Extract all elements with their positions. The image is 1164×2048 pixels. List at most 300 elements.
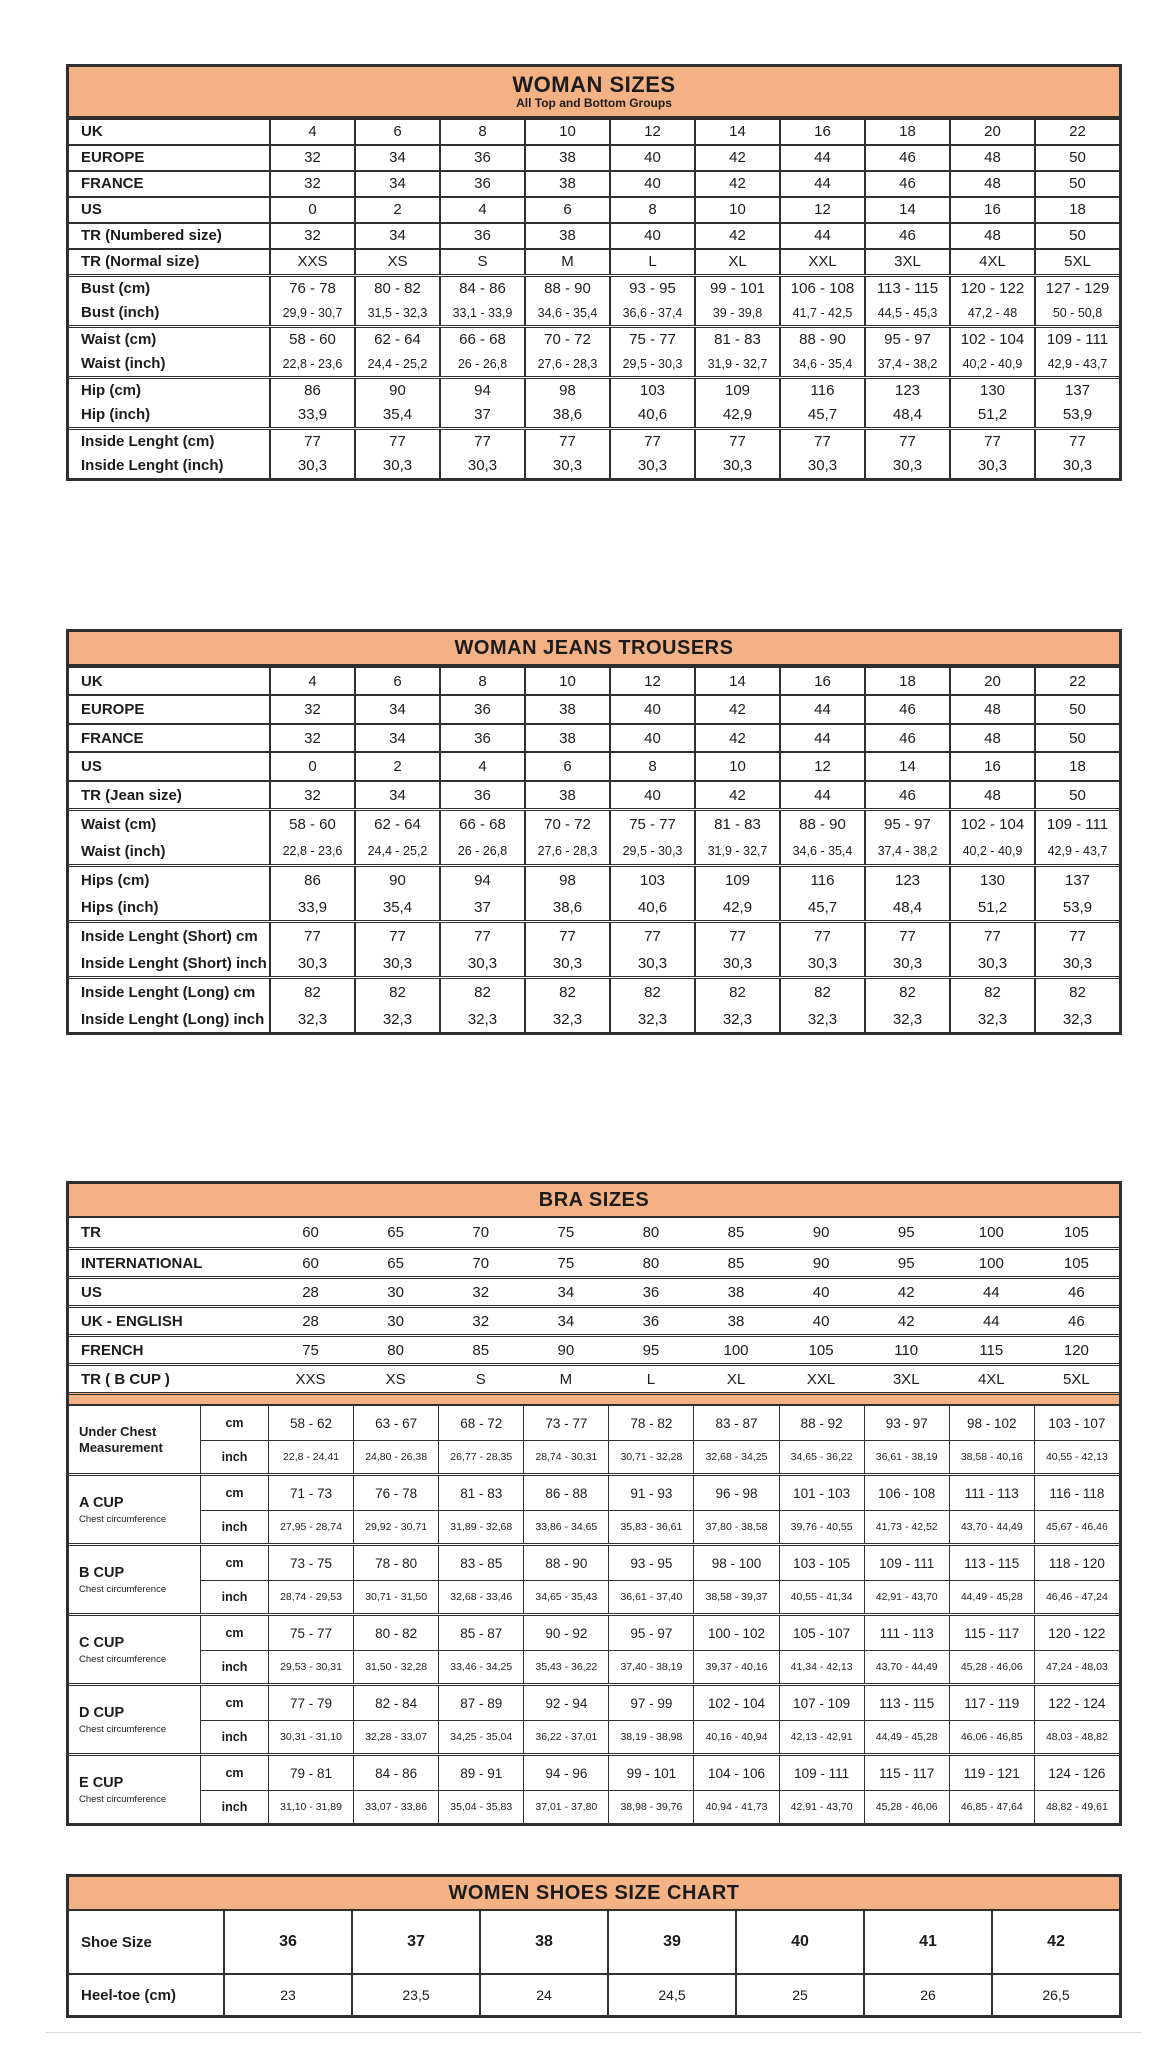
unit-label: cm: [200, 1406, 268, 1440]
table-row: [69, 328, 1119, 352]
cup-rows: [200, 1756, 1119, 1823]
cell: 77: [269, 923, 354, 950]
cell: 82: [864, 979, 949, 1006]
cell: 40,94 - 41,73: [693, 1791, 778, 1823]
cell: 81 - 83: [694, 811, 779, 838]
cell: 53,9: [1034, 403, 1119, 427]
cell: 116: [779, 867, 864, 894]
cell: 36: [439, 224, 524, 248]
cell: 50: [1034, 782, 1119, 809]
cup-row-cm: [200, 1406, 1119, 1440]
cell: 24,80 - 26,38: [353, 1441, 438, 1473]
cell: 6: [524, 753, 609, 780]
cell: 113 - 115: [864, 1686, 949, 1720]
cup-group: [69, 1683, 1119, 1753]
unit-label: inch: [200, 1721, 268, 1753]
row-label: US: [81, 1283, 102, 1301]
cell: 33,9: [269, 403, 354, 427]
cell: 78 - 82: [608, 1406, 693, 1440]
cell: 103: [609, 379, 694, 403]
cell: 47,2 - 48: [949, 301, 1034, 325]
cup-name: Under Chest Measurement: [79, 1424, 163, 1455]
cell: 36,6 - 37,4: [609, 301, 694, 325]
cell: 80 - 82: [354, 277, 439, 301]
cell: 77: [269, 430, 354, 454]
cell: 43,70 - 44,49: [949, 1511, 1034, 1543]
cell: 39,76 - 40,55: [779, 1511, 864, 1543]
cup-sublabel: Chest circumference: [79, 1793, 167, 1805]
cell: 34: [354, 146, 439, 170]
cell: 16: [779, 120, 864, 144]
row-label: Hips (inch): [81, 898, 159, 916]
cell: 85: [727, 1254, 745, 1272]
cell: 33,1 - 33,9: [439, 301, 524, 325]
cell: 24,4 - 25,2: [354, 352, 439, 376]
cell: 30,3: [694, 454, 779, 478]
cup-sublabel: Chest circumference: [79, 1653, 167, 1665]
cell: 77 - 79: [268, 1686, 353, 1720]
cell: 46,85 - 47,64: [949, 1791, 1034, 1823]
cell: 102 - 104: [949, 328, 1034, 352]
cell: 103: [609, 867, 694, 894]
row-label: TR ( B CUP ): [81, 1370, 170, 1388]
cell: 30,3: [439, 950, 524, 977]
cell: 43,70 - 44,49: [864, 1651, 949, 1683]
cup-row-inch: [200, 1510, 1119, 1543]
cell: 98: [524, 379, 609, 403]
cell: 48: [949, 224, 1034, 248]
cell: 37,4 - 38,2: [864, 352, 949, 376]
cell: 83 - 87: [693, 1406, 778, 1440]
cell: 28,74 - 29,53: [268, 1581, 353, 1613]
cell: 88 - 90: [524, 277, 609, 301]
cup-row-cm: [200, 1546, 1119, 1580]
cell: 36: [642, 1283, 660, 1301]
cell: 65: [387, 1224, 404, 1242]
cell: 30,3: [1034, 454, 1119, 478]
cell: 32,3: [1034, 1006, 1119, 1033]
cell: 48: [949, 146, 1034, 170]
cell: 82: [524, 979, 609, 1006]
cell: 102 - 104: [693, 1686, 778, 1720]
cell: 45,7: [779, 403, 864, 427]
cell: 95: [897, 1254, 915, 1272]
cell: 82: [269, 979, 354, 1006]
cell: 76 - 78: [353, 1476, 438, 1510]
cell: 120: [1063, 1341, 1089, 1359]
cell: 29,92 - 30,71: [353, 1511, 438, 1543]
cell: 40: [609, 782, 694, 809]
cell: 96 - 98: [693, 1476, 778, 1510]
cell: 37,01 - 37,80: [523, 1791, 608, 1823]
cell: 12: [609, 668, 694, 695]
cell: 42,9: [694, 894, 779, 921]
table-header: [69, 67, 1119, 118]
cell: 109: [694, 867, 779, 894]
cell: 24,4 - 25,2: [354, 838, 439, 865]
cell: 30,3: [694, 950, 779, 977]
cell: 37,80 - 38,58: [693, 1511, 778, 1543]
cell: 5XL: [1034, 250, 1119, 274]
table-row: [69, 725, 1119, 752]
cell: 32: [269, 172, 354, 196]
row-group: [69, 723, 1119, 752]
cell: 88 - 90: [523, 1546, 608, 1580]
cell: 34: [354, 725, 439, 752]
cell: 18: [1034, 753, 1119, 780]
cell: 38: [479, 1911, 607, 1973]
cell: 48,82 - 49,61: [1034, 1791, 1119, 1823]
row-label: EUROPE: [81, 701, 145, 719]
cell: 35,4: [354, 894, 439, 921]
table-row: [69, 1973, 1119, 2015]
cell: 137: [1034, 867, 1119, 894]
cell: 8: [609, 753, 694, 780]
cell: 32,3: [949, 1006, 1034, 1033]
table-women-shoes: [66, 1874, 1122, 2018]
cell: 40,6: [609, 403, 694, 427]
cell: 35,4: [354, 403, 439, 427]
table-row: [69, 1363, 1119, 1392]
cell: 30,3: [949, 454, 1034, 478]
cell: 50: [1034, 146, 1119, 170]
row-label: Inside Lenght (Long) inch: [81, 1010, 265, 1028]
cell: 46: [864, 696, 949, 723]
cell: 44: [982, 1312, 1000, 1330]
cell: 32: [269, 224, 354, 248]
cell: 70: [472, 1224, 490, 1242]
cell: S: [439, 250, 524, 274]
cell: 38: [524, 696, 609, 723]
cell: 27,95 - 28,74: [268, 1511, 353, 1543]
cell: 40: [609, 696, 694, 723]
cell: 66 - 68: [439, 328, 524, 352]
cell: 37,4 - 38,2: [864, 838, 949, 865]
cell: 2: [354, 198, 439, 222]
cup-label: [69, 1616, 200, 1683]
table-row: [69, 403, 1119, 427]
cell: 29,5 - 30,3: [609, 838, 694, 865]
cup-sublabel: Chest circumference: [79, 1723, 167, 1735]
cell: 82: [354, 979, 439, 1006]
row-label: Bust (inch): [81, 304, 160, 322]
cell: 26,5: [991, 1975, 1119, 2015]
table-row: [69, 950, 1119, 977]
cell: 30,3: [864, 950, 949, 977]
row-label: EUROPE: [81, 149, 145, 167]
cell: 40,2 - 40,9: [949, 352, 1034, 376]
unit-label: cm: [200, 1546, 268, 1580]
cell: 99 - 101: [608, 1756, 693, 1790]
unit-label: cm: [200, 1476, 268, 1510]
cell: 34,25 - 35,04: [438, 1721, 523, 1753]
cell: 105: [808, 1341, 834, 1359]
cell: 27,6 - 28,3: [524, 352, 609, 376]
cell: 34,6 - 35,4: [779, 352, 864, 376]
table-row: [69, 668, 1119, 695]
cell: 4XL: [949, 250, 1034, 274]
cell: 14: [694, 120, 779, 144]
cell: 45,7: [779, 894, 864, 921]
cell: 40: [609, 725, 694, 752]
cup-group: [69, 1753, 1119, 1823]
cell: 46: [864, 172, 949, 196]
cell: 104 - 106: [693, 1756, 778, 1790]
table-title: WOMEN SHOES SIZE CHART: [448, 1882, 740, 1905]
cell: 46: [1068, 1283, 1085, 1301]
cell: 48: [949, 725, 1034, 752]
cell: 130: [949, 379, 1034, 403]
table-row: [69, 867, 1119, 894]
cell: 30: [387, 1283, 404, 1301]
cell: 38,19 - 38,98: [608, 1721, 693, 1753]
cup-row-inch: [200, 1580, 1119, 1613]
cup-rows: [200, 1476, 1119, 1543]
cup-rows: [200, 1546, 1119, 1613]
cell: 77: [1034, 430, 1119, 454]
cup-row-inch: [200, 1440, 1119, 1473]
cell: 4: [439, 753, 524, 780]
cell: 22,8 - 23,6: [269, 352, 354, 376]
cell: 42: [694, 146, 779, 170]
cell: 32: [472, 1283, 490, 1301]
cell: 75 - 77: [268, 1616, 353, 1650]
cell: 32,3: [439, 1006, 524, 1033]
cell: 111 - 113: [949, 1476, 1034, 1510]
row-group: [69, 694, 1119, 723]
table-row: [69, 1911, 1119, 1973]
cell: XS: [354, 250, 439, 274]
cell: 80: [642, 1254, 660, 1272]
cell: 36,61 - 38,19: [864, 1441, 949, 1473]
row-label: Inside Lenght (cm): [81, 433, 215, 451]
cell: 30,3: [524, 454, 609, 478]
cell: 77: [694, 430, 779, 454]
cell: 46: [864, 782, 949, 809]
table-row: [69, 782, 1119, 809]
cell: 88 - 90: [779, 811, 864, 838]
table-row: [69, 454, 1119, 478]
row-group-pair: [69, 808, 1119, 864]
row-group-pair: [69, 274, 1119, 325]
table-row: [69, 250, 1119, 274]
cell: 75 - 77: [609, 811, 694, 838]
cell: 39: [607, 1911, 735, 1973]
cell: 60: [302, 1224, 319, 1242]
cell: S: [475, 1370, 486, 1388]
row-label: Inside Lenght (Long) cm: [81, 984, 256, 1002]
cell: 40: [609, 172, 694, 196]
cell: 123: [864, 867, 949, 894]
cell: 48,03 - 48,82: [1034, 1721, 1119, 1753]
cell: 32,68 - 33,46: [438, 1581, 523, 1613]
row-label: Inside Lenght (inch): [81, 457, 224, 475]
table-title: BRA SIZES: [538, 1189, 650, 1212]
cell: 92 - 94: [523, 1686, 608, 1720]
cell: 103 - 105: [779, 1546, 864, 1580]
cell: 32,3: [864, 1006, 949, 1033]
row-label: FRENCH: [81, 1341, 144, 1359]
cell: 6: [354, 120, 439, 144]
cell: 24,5: [607, 1975, 735, 2015]
cell: 93 - 95: [609, 277, 694, 301]
table-row: [69, 120, 1119, 144]
cell: 58 - 60: [269, 328, 354, 352]
cell: 62 - 64: [354, 328, 439, 352]
cell: 23: [223, 1975, 351, 2015]
cell: XL: [694, 250, 779, 274]
cell: 78 - 80: [353, 1546, 438, 1580]
cell: 41,7 - 42,5: [779, 301, 864, 325]
cell: 42: [897, 1312, 915, 1330]
cell: 48: [949, 782, 1034, 809]
cell: 6: [354, 668, 439, 695]
row-group-pair: [69, 976, 1119, 1032]
cell: 50: [1034, 224, 1119, 248]
cell: 118 - 120: [1034, 1546, 1119, 1580]
cell: 34: [354, 224, 439, 248]
cell: 12: [609, 120, 694, 144]
row-label: UK: [81, 123, 103, 141]
cell: 137: [1034, 379, 1119, 403]
unit-label: cm: [200, 1756, 268, 1790]
cell: 0: [269, 753, 354, 780]
cell: 10: [694, 198, 779, 222]
cell: 34: [354, 172, 439, 196]
cell: 106 - 108: [864, 1476, 949, 1510]
row-label: Waist (cm): [81, 331, 157, 349]
cell: 16: [779, 668, 864, 695]
table-row: [69, 352, 1119, 376]
table-row: [69, 224, 1119, 248]
cell: 109 - 111: [1034, 811, 1119, 838]
cell: 40,16 - 40,94: [693, 1721, 778, 1753]
cell: 18: [864, 668, 949, 695]
row-label: INTERNATIONAL: [81, 1254, 203, 1272]
cell: 40,55 - 42,13: [1034, 1441, 1119, 1473]
cell: 38: [727, 1312, 745, 1330]
cell: 48: [949, 172, 1034, 196]
cell: L: [646, 1370, 656, 1388]
tables-container: [66, 64, 1122, 2018]
cell: 90 - 92: [523, 1616, 608, 1650]
cell: 10: [524, 668, 609, 695]
cell: 73 - 75: [268, 1546, 353, 1580]
cell: 90: [354, 867, 439, 894]
cell: 31,50 - 32,28: [353, 1651, 438, 1683]
cup-row-cm: [200, 1756, 1119, 1790]
cell: 8: [609, 198, 694, 222]
unit-label: inch: [200, 1651, 268, 1683]
row-label: US: [81, 201, 102, 219]
cell: 77: [609, 923, 694, 950]
cell: 100: [723, 1341, 749, 1359]
cell: 82: [694, 979, 779, 1006]
cell: 8: [439, 120, 524, 144]
table-row: [69, 811, 1119, 838]
row-label: TR (Normal size): [81, 253, 200, 271]
cell: 32,3: [524, 1006, 609, 1033]
cell: 6: [524, 198, 609, 222]
row-group: [69, 248, 1119, 274]
cell: 77: [779, 430, 864, 454]
table-row: [69, 1276, 1119, 1305]
cell: 81 - 83: [694, 328, 779, 352]
cell: 30,3: [609, 950, 694, 977]
cell: 38: [524, 725, 609, 752]
cell: 94 - 96: [523, 1756, 608, 1790]
cell: 28,74 - 30,31: [523, 1441, 608, 1473]
cell: 115 - 117: [864, 1756, 949, 1790]
cell: 30,3: [269, 454, 354, 478]
cell: 93 - 95: [608, 1546, 693, 1580]
cell: 77: [779, 923, 864, 950]
cell: 70 - 72: [524, 328, 609, 352]
table-row: [69, 894, 1119, 921]
row-label: TR: [81, 1224, 101, 1242]
cell: 3XL: [892, 1370, 920, 1388]
page-edge-line: [46, 2032, 1142, 2033]
cup-group: [69, 1406, 1119, 1473]
cell: 75: [557, 1254, 575, 1272]
cell: 32: [269, 696, 354, 723]
cell: 37,40 - 38,19: [608, 1651, 693, 1683]
orange-divider-strip: [69, 1392, 1119, 1406]
cell: 83 - 85: [438, 1546, 523, 1580]
cup-sublabel: Chest circumference: [79, 1583, 167, 1595]
cell: 40,55 - 41,34: [779, 1581, 864, 1613]
cup-name: B CUP: [79, 1565, 125, 1582]
cell: 30,3: [949, 950, 1034, 977]
cell: 77: [609, 430, 694, 454]
row-label: UK: [81, 672, 103, 690]
cell: 113 - 115: [864, 277, 949, 301]
cell: 42: [694, 725, 779, 752]
cell: 32: [472, 1312, 490, 1330]
cell: 40: [609, 146, 694, 170]
cell: 58 - 62: [268, 1406, 353, 1440]
row-label: Waist (cm): [81, 816, 157, 834]
cell: 26 - 26,8: [439, 352, 524, 376]
table-subtitle: All Top and Bottom Groups: [516, 96, 672, 111]
cell: 41,73 - 42,52: [864, 1511, 949, 1543]
cell: 44,49 - 45,28: [864, 1721, 949, 1753]
unit-label: inch: [200, 1441, 268, 1473]
cell: 4: [269, 668, 354, 695]
cell: 75 - 77: [609, 328, 694, 352]
cell: 115 - 117: [949, 1616, 1034, 1650]
cell: 32: [269, 725, 354, 752]
cup-name: E CUP: [79, 1775, 124, 1792]
table-row: [69, 430, 1119, 454]
cell: 31,10 - 31,89: [268, 1791, 353, 1823]
cup-label: [69, 1686, 200, 1753]
cell: 36,61 - 37,40: [608, 1581, 693, 1613]
cell: 44: [779, 172, 864, 196]
cell: 42,91 - 43,70: [779, 1791, 864, 1823]
cell: 77: [949, 430, 1034, 454]
cell: 50: [1034, 696, 1119, 723]
row-label: US: [81, 758, 102, 776]
cell: 20: [949, 668, 1034, 695]
cell: 124 - 126: [1034, 1756, 1119, 1790]
unit-label: inch: [200, 1791, 268, 1823]
cell: 70 - 72: [524, 811, 609, 838]
cell: 100 - 102: [693, 1616, 778, 1650]
cell: 77: [1034, 923, 1119, 950]
table-title: WOMAN SIZES: [512, 72, 676, 97]
cell: 34: [354, 696, 439, 723]
